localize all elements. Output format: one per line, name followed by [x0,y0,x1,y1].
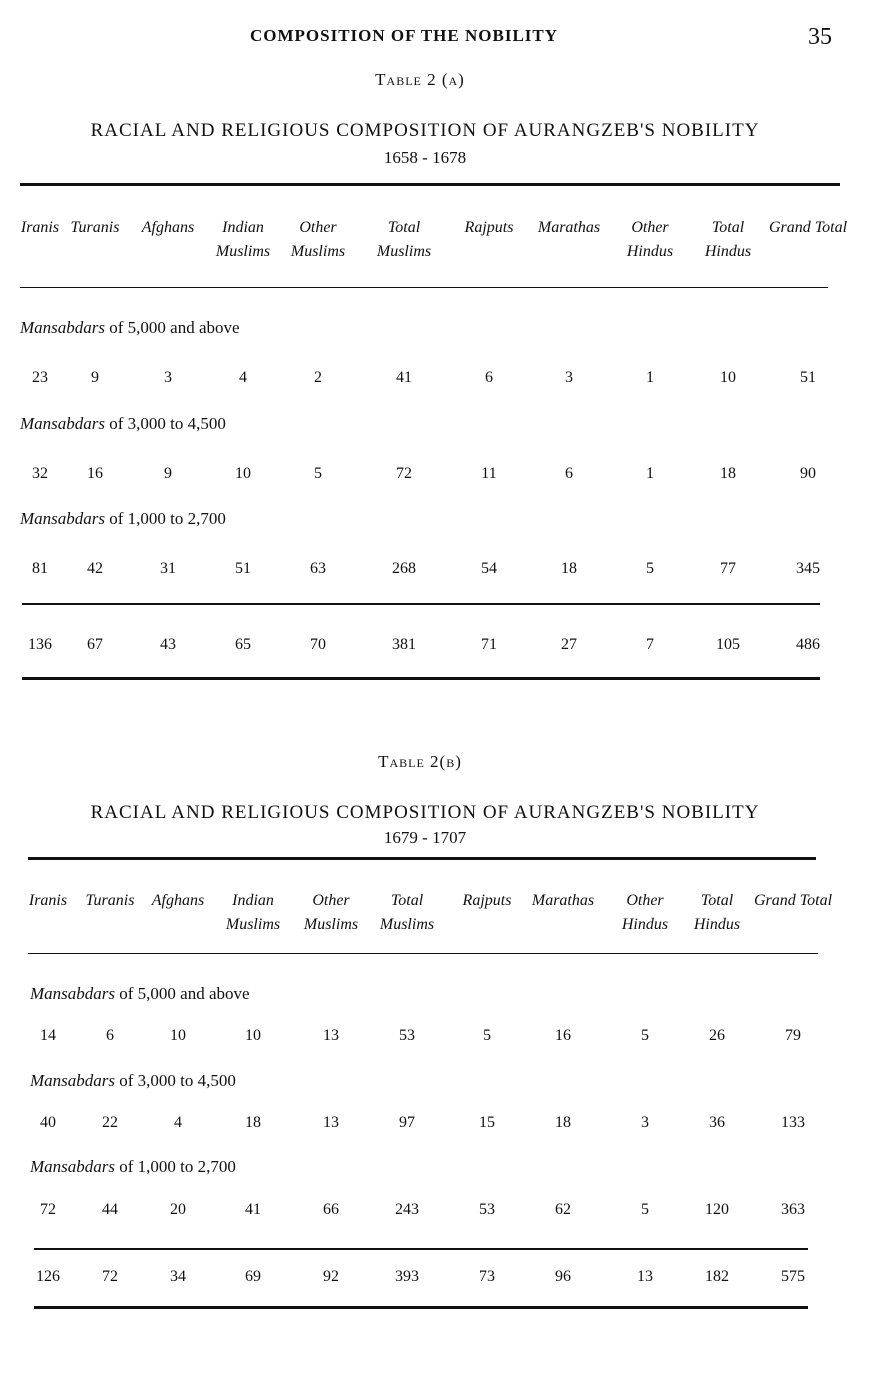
section-label [20,414,226,434]
page-number: 35 [808,24,832,50]
table-title: RACIAL AND RELIGIOUS COMPOSITION OF AURANGZEB'S NOBILITY [90,802,760,823]
column-header: Other Muslims [290,219,346,260]
table-cell: 44 [102,1201,118,1218]
table-title: RACIAL AND RELIGIOUS COMPOSITION OF AURANGZEB'S NOBILITY [90,120,760,141]
table-cell: 243 [395,1201,419,1218]
running-head [0,26,886,50]
table-cell: 72 [40,1201,56,1218]
total-cell: 92 [323,1268,339,1285]
sum-rule [34,1248,808,1250]
table-cell: 32 [32,465,48,482]
table-cell: 4 [174,1114,182,1131]
column-header: Afghans [151,892,205,909]
column-header: Total Muslims [379,892,435,933]
column-header: Other Hindus [621,892,669,933]
table-bottom-rule [22,677,820,680]
table-cell: 22 [102,1114,118,1131]
table-cell: 120 [705,1201,729,1218]
table-cell: 9 [91,369,99,386]
table-bottom-rule [34,1306,808,1309]
table-cell: 54 [481,560,497,577]
total-cell: 65 [235,636,251,653]
table-cell: 3 [164,369,172,386]
column-header: Indian Muslims [215,219,271,260]
column-header: Total Hindus [693,892,741,933]
section-label [20,318,240,338]
table-cell: 77 [720,560,736,577]
table-cell: 6 [485,369,493,386]
total-cell: 96 [555,1268,571,1285]
table-cell: 53 [399,1027,415,1044]
section-label-italic: Mansabdars [30,984,116,1003]
table-cell: 42 [87,560,103,577]
table-cell: 72 [396,465,412,482]
table-label: Table 2(b) [378,752,462,771]
column-header: Total Hindus [704,219,752,260]
section-label [30,984,250,1004]
table-top-rule [20,183,840,186]
table-cell: 31 [160,560,176,577]
table-cell: 26 [709,1027,725,1044]
table-cell: 6 [565,465,573,482]
column-header: Marathas [531,892,595,909]
table-cell: 1 [646,465,654,482]
table-cell: 6 [106,1027,114,1044]
total-cell: 381 [392,636,416,653]
section-label [30,1071,236,1091]
table-cell: 23 [32,369,48,386]
section-label-rest: of 1,000 to 2,700 [115,1157,236,1176]
table-cell: 90 [800,465,816,482]
column-header: Turanis [70,219,120,236]
table-cell: 363 [781,1201,805,1218]
total-cell: 67 [87,636,103,653]
section-label-italic: Mansabdars [20,414,106,433]
table-cell: 41 [245,1201,261,1218]
table-cell: 5 [641,1201,649,1218]
table-years: 1679 - 1707 [383,828,467,847]
table-cell: 40 [40,1114,56,1131]
total-cell: 27 [561,636,577,653]
table-cell: 36 [709,1114,725,1131]
table-cell: 10 [235,465,251,482]
total-cell: 7 [646,636,654,653]
column-header: Rajputs [464,219,514,236]
table-cell: 10 [720,369,736,386]
total-cell: 136 [28,636,52,653]
table-cell: 345 [796,560,820,577]
table-cell: 3 [565,369,573,386]
total-cell: 43 [160,636,176,653]
section-label-rest: of 5,000 and above [105,318,240,337]
total-cell: 575 [781,1268,805,1285]
table-label: Table 2 (a) [375,70,465,89]
total-cell: 71 [481,636,497,653]
column-header: Turanis [85,892,135,909]
section-label-italic: Mansabdars [20,509,106,528]
column-header: Indian Muslims [225,892,281,933]
column-header: Grand Total [753,892,833,909]
column-header: Iranis [28,892,68,909]
table-cell: 81 [32,560,48,577]
table-cell: 66 [323,1201,339,1218]
running-title: COMPOSITION OF THE NOBILITY [250,26,559,45]
total-cell: 70 [310,636,326,653]
section-label [30,1157,236,1177]
table-cell: 18 [720,465,736,482]
table-cell: 18 [561,560,577,577]
table-cell: 268 [392,560,416,577]
table-cell: 10 [245,1027,261,1044]
column-header: Other Hindus [626,219,674,260]
table-top-rule [28,857,816,860]
column-header: Rajputs [462,892,512,909]
total-cell: 13 [637,1268,653,1285]
section-label [20,509,226,529]
column-header: Total Muslims [376,219,432,260]
table-cell: 62 [555,1201,571,1218]
table-cell: 18 [555,1114,571,1131]
table-cell: 9 [164,465,172,482]
table-years: 1658 - 1678 [383,148,467,167]
table-cell: 97 [399,1114,415,1131]
table-cell: 79 [785,1027,801,1044]
total-cell: 34 [170,1268,186,1285]
table-cell: 13 [323,1027,339,1044]
table-cell: 18 [245,1114,261,1131]
column-header: Marathas [537,219,601,236]
total-cell: 126 [36,1268,60,1285]
table-cell: 3 [641,1114,649,1131]
header-rule [20,287,828,288]
table-cell: 5 [641,1027,649,1044]
column-header: Other Muslims [303,892,359,933]
table-cell: 1 [646,369,654,386]
table-cell: 53 [479,1201,495,1218]
table-cell: 5 [314,465,322,482]
section-label-rest: of 3,000 to 4,500 [105,414,226,433]
section-label-italic: Mansabdars [30,1071,116,1090]
table-cell: 11 [481,465,497,482]
sum-rule [22,603,820,605]
total-cell: 393 [395,1268,419,1285]
table-cell: 51 [235,560,251,577]
table-cell: 51 [800,369,816,386]
table-cell: 14 [40,1027,56,1044]
total-cell: 69 [245,1268,261,1285]
column-header: Afghans [141,219,195,236]
section-label-rest: of 3,000 to 4,500 [115,1071,236,1090]
column-header: Iranis [20,219,60,236]
section-label-rest: of 5,000 and above [115,984,250,1003]
table-cell: 5 [483,1027,491,1044]
section-label-rest: of 1,000 to 2,700 [105,509,226,528]
total-cell: 72 [102,1268,118,1285]
column-header: Grand Total [768,219,848,236]
table-cell: 133 [781,1114,805,1131]
section-label-italic: Mansabdars [20,318,106,337]
table-cell: 4 [239,369,247,386]
total-cell: 182 [705,1268,729,1285]
table-cell: 41 [396,369,412,386]
header-rule [28,953,818,954]
section-label-italic: Mansabdars [30,1157,116,1176]
table-cell: 15 [479,1114,495,1131]
table-cell: 5 [646,560,654,577]
table-cell: 2 [314,369,322,386]
total-cell: 73 [479,1268,495,1285]
table-cell: 16 [87,465,103,482]
total-cell: 486 [796,636,820,653]
table-cell: 10 [170,1027,186,1044]
table-cell: 13 [323,1114,339,1131]
table-cell: 63 [310,560,326,577]
total-cell: 105 [716,636,740,653]
table-cell: 16 [555,1027,571,1044]
table-cell: 20 [170,1201,186,1218]
